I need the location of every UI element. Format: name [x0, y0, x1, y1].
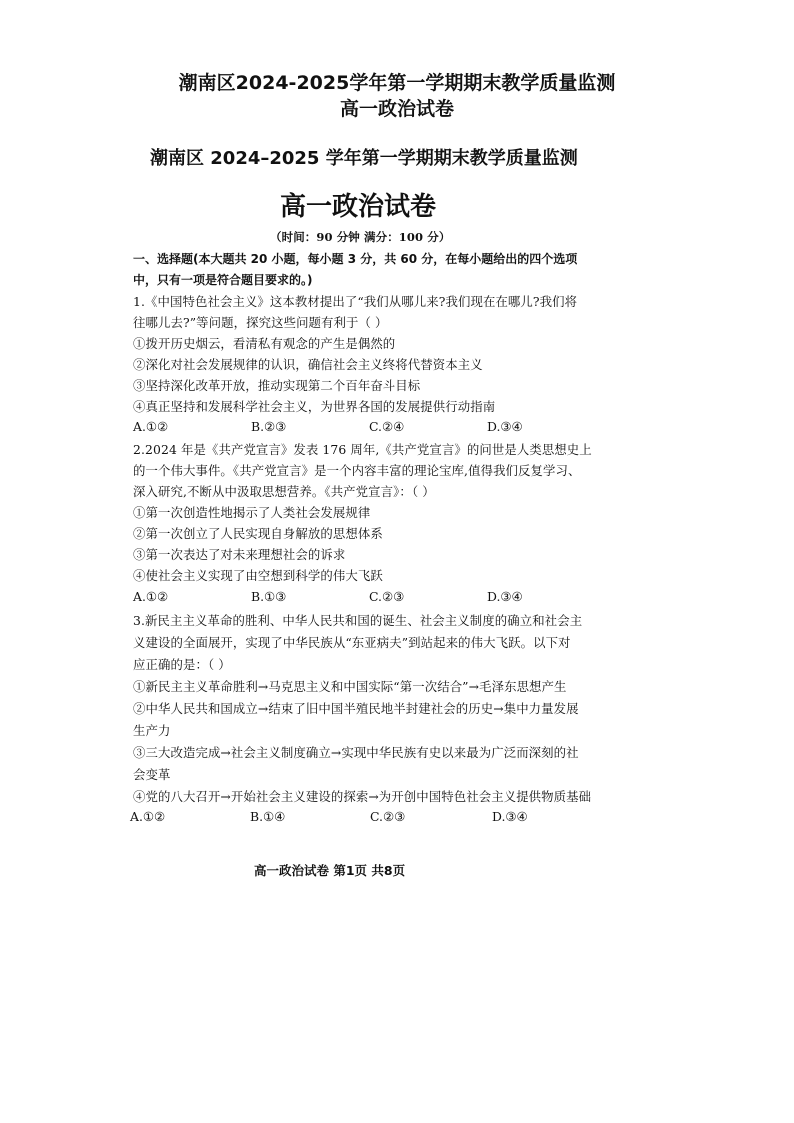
question-1-option-b: B.②③ — [251, 419, 287, 434]
question-2-option-a: A.①② — [133, 589, 169, 604]
question-2-stem-cont: 深入研究,不断从中汲取思想营养。《共产党宣言》：（ ） — [133, 484, 435, 499]
question-3-item-cont: 生产力 — [133, 723, 171, 738]
question-2-item: ②第一次创立了人民实现自身解放的思想体系 — [133, 526, 383, 541]
question-3-stem-cont: 应正确的是：（ ） — [133, 657, 231, 672]
question-1-item: ①拨开历史烟云，看清私有观念的产生是偶然的 — [133, 336, 396, 351]
exam-subject-title: 高一政治试卷 — [279, 192, 436, 222]
question-3-item: ①新民主主义革命胜利→马克思主义和中国实际“第一次结合”→毛泽东思想产生 — [133, 679, 567, 694]
question-3-stem-cont: 义建设的全面展开，实现了中华民族从“东亚病夫”到站起来的伟大飞跃。以下对 — [133, 635, 571, 650]
question-3-item: ②中华人民共和国成立→结束了旧中国半殖民地半封建社会的历史→集中力量发展 — [133, 701, 579, 716]
question-2-stem: 2.2024 年是《共产党宣言》发表 176 周年,《共产党宣言》的问世是人类思想史上 — [133, 442, 592, 457]
question-3-item: ③三大改造完成→社会主义制度确立→实现中华民族有史以来最为广泛而深刻的社 — [133, 745, 579, 760]
question-1-stem-cont: 往哪儿去?”等问题，探究这些问题有利于（ ） — [133, 315, 388, 330]
question-2-stem-cont: 的一个伟大事件。《共产党宣言》是一个内容丰富的理论宝库,值得我们反复学习、 — [133, 463, 581, 478]
question-2-option-c: C.②③ — [369, 589, 405, 604]
question-1-option-d: D.③④ — [487, 419, 523, 434]
question-2-option-b: B.①③ — [251, 589, 287, 604]
header-subtitle: 高一政治试卷 — [339, 98, 454, 120]
section-header-cont: 中，只有一项是符合题目要求的。) — [133, 273, 313, 287]
question-2-item: ③第一次表达了对未来理想社会的诉求 — [133, 547, 346, 562]
question-3-option-a: A.①② — [130, 809, 166, 824]
question-2-item: ④使社会主义实现了由空想到科学的伟大飞跃 — [133, 568, 383, 583]
question-2-item: ①第一次创造性地揭示了人类社会发展规律 — [133, 505, 371, 520]
question-1-option-a: A.①② — [133, 419, 169, 434]
question-1-option-c: C.②④ — [369, 419, 405, 434]
question-3-option-d: D.③④ — [492, 809, 528, 824]
question-1-stem: 1.《中国特色社会主义》这本教材提出了“我们从哪儿来?我们现在在哪儿?我们将 — [133, 294, 578, 309]
exam-title: 潮南区 2024–2025 学年第一学期期末教学质量监测 — [150, 148, 578, 169]
question-2-option-d: D.③④ — [487, 589, 523, 604]
header-title: 潮南区2024-2025学年第一学期期末教学质量监测 — [178, 72, 616, 94]
section-header: 一、选择题(本大题共 20 小题，每小题 3 分，共 60 分，在每小题给出的四个选项 — [133, 252, 578, 266]
question-1-item: ③坚持深化改革开放，推动实现第二个百年奋斗目标 — [133, 378, 421, 393]
question-3-item: ④党的八大召开→开始社会主义建设的探索→为开创中国特色社会主义提供物质基础 — [133, 789, 592, 804]
page-footer: 高一政治试卷 第1页 共8页 — [254, 863, 406, 878]
question-3-option-c: C.②③ — [370, 809, 406, 824]
question-1-item: ②深化对社会发展规律的认识，确信社会主义终将代替资本主义 — [133, 357, 483, 372]
question-3-item-cont: 会变革 — [133, 767, 171, 782]
exam-info: （时间：90 分钟 满分：100 分） — [270, 230, 451, 244]
question-1-item: ④真正坚持和发展科学社会主义，为世界各国的发展提供行动指南 — [133, 399, 496, 414]
question-3-stem: 3.新民主主义革命的胜利、中华人民共和国的诞生、社会主义制度的确立和社会主 — [133, 613, 583, 628]
question-3-option-b: B.①④ — [250, 809, 286, 824]
